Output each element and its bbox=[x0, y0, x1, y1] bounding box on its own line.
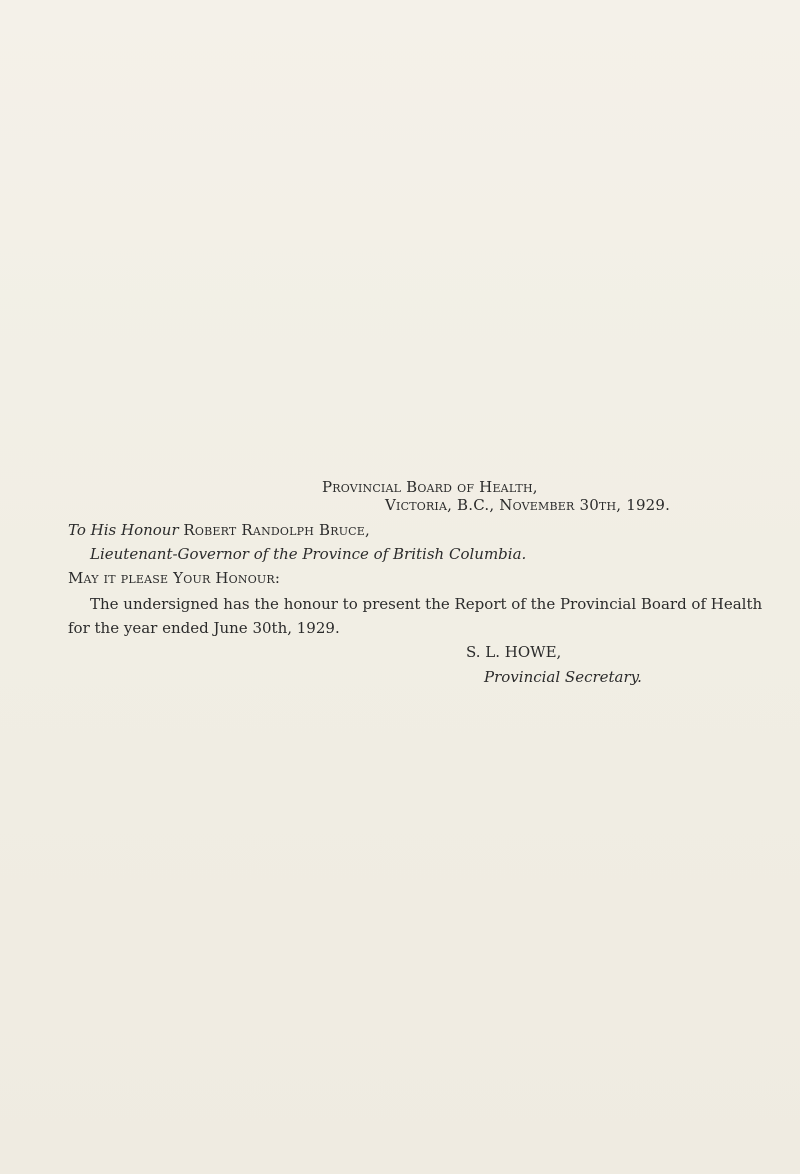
body-text-line-1: The undersigned has the honour to present the Report of the Provincial Board of Health bbox=[90, 595, 763, 613]
addressee-prefix: To His Honour bbox=[68, 521, 179, 539]
signatory-name: S. L. HOWE, bbox=[466, 643, 562, 661]
header-organization: Provincial Board of Health, bbox=[322, 478, 538, 496]
addressee-title: Lieutenant-Governor of the Province of British Columbia. bbox=[90, 545, 527, 563]
header-place-date: Victoria, B.C., November 30th, 1929. bbox=[385, 496, 671, 514]
salutation: May it please Your Honour: bbox=[68, 569, 281, 587]
body-text-line-2: for the year ended June 30th, 1929. bbox=[68, 619, 340, 637]
addressee-name: Robert Randolph Bruce, bbox=[183, 521, 370, 539]
signatory-title: Provincial Secretary. bbox=[484, 668, 642, 686]
addressee-line bbox=[68, 521, 370, 539]
